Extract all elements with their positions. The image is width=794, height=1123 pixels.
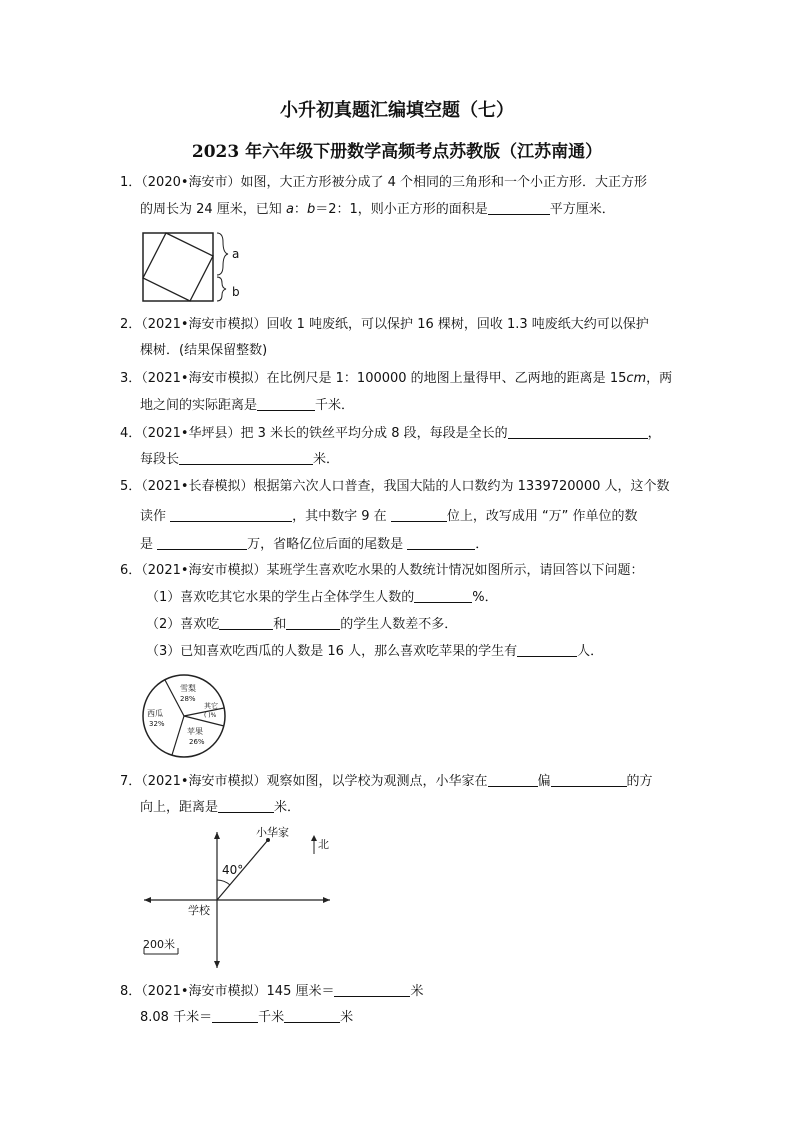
answer-blank[interactable]: [212, 1008, 258, 1023]
q6-text: 的学生人数差不多．: [340, 617, 458, 632]
answer-blank[interactable]: [488, 772, 538, 787]
q8-line2: [140, 1008, 700, 1027]
answer-blank[interactable]: [414, 588, 472, 603]
q8-text: 8．（2021•海安市模拟）145 厘米＝: [120, 984, 335, 999]
school-label: 学校: [188, 904, 210, 917]
q8-unit: 千米: [258, 1010, 285, 1025]
q2-text: 2．（2021•海安市模拟）回收 1 吨废纸，可以保护 16 棵树，回收 1.3 吨废纸大约可以保护: [120, 317, 649, 332]
pie-label-pingguo: 苹果: [187, 727, 203, 736]
q6-sub2: [146, 615, 706, 634]
q3-unit-cm: cm: [626, 371, 647, 386]
q5-text: 是: [140, 537, 158, 552]
scale-label: 200米: [143, 938, 175, 951]
q1-var-a: a: [285, 202, 294, 217]
q6-pie-chart: [140, 672, 230, 762]
q3-text: 3．（2021•海安市模拟）在比例尺是 1：100000 的地图上量得甲、乙两地的距离是 15: [120, 371, 627, 386]
q6-text: （1）喜欢吃其它水果的学生占全体学生人数的: [146, 590, 415, 605]
brace-a: [217, 233, 228, 275]
q1-square-figure: [140, 230, 250, 305]
q5-text: ，其中数字 9 在: [292, 509, 391, 524]
answer-blank[interactable]: [179, 450, 313, 465]
pie-label-xigua: 西瓜: [147, 709, 163, 718]
main-title: 小升初真题汇编填空题（七）: [280, 100, 514, 121]
answer-blank[interactable]: [257, 396, 315, 411]
q2-line1: [120, 316, 680, 334]
q4-line1: [120, 424, 680, 443]
home-label: 小华家: [256, 826, 289, 839]
q1-line1: [120, 174, 680, 192]
answer-blank[interactable]: [551, 772, 627, 787]
q8-line1: [120, 982, 680, 1001]
arrow-west: [144, 897, 151, 903]
q3-unit: 千米．: [315, 398, 355, 413]
q7-text: 向上，距离是: [140, 800, 219, 815]
arrow-south: [214, 961, 220, 968]
q3-text: ，两: [646, 371, 673, 386]
q1-unit: 平方厘米．: [549, 202, 615, 217]
answer-blank[interactable]: [517, 642, 577, 657]
q7-unit: 米．: [274, 800, 301, 815]
q4-text: 每段长: [140, 452, 180, 467]
q4-unit: 米．: [313, 452, 340, 467]
q5-text: 5．（2021•长春模拟）根据第六次人口普查，我国大陆的人口数约为 1339720000 人，这个数: [120, 479, 670, 494]
q6-sub3: [146, 642, 706, 661]
pie-value-pingguo: 26%: [189, 738, 205, 746]
q3-line2: [140, 396, 700, 415]
q1-text: 1．（2020•海安市）如图，大正方形被分成了 4 个相同的三角形和一个小正方形．大正方形: [120, 175, 648, 190]
angle-label: 40°: [222, 863, 244, 877]
label-b: b: [232, 285, 240, 299]
q2-line2: [140, 342, 700, 360]
q6-text: 和: [273, 617, 287, 632]
answer-blank[interactable]: [407, 535, 475, 550]
q7-line2: [140, 798, 700, 817]
q1-text: ＝2：1，则小正方形的面积是: [315, 202, 488, 217]
q6-text: 人．: [577, 644, 604, 659]
pie-value-qita: ( )%: [204, 712, 217, 719]
q5-line1: [120, 478, 680, 496]
q5-text: ．: [475, 537, 489, 552]
brace-b: [217, 277, 226, 301]
north-label: 北: [318, 838, 329, 851]
pie-divider: [172, 716, 184, 755]
pie-value-xigua: 32%: [149, 720, 165, 728]
answer-blank[interactable]: [391, 507, 447, 522]
answer-blank[interactable]: [508, 424, 648, 439]
q6-line1: [120, 562, 680, 580]
arrow-north: [214, 832, 220, 839]
label-a: a: [232, 247, 240, 261]
q7-text: 的方: [626, 774, 653, 789]
q4-line2: [140, 450, 700, 469]
q4-text: ，: [647, 426, 661, 441]
q8-text: 8.08 千米＝: [140, 1010, 213, 1025]
q1-text: 的周长为 24 厘米，已知: [140, 202, 286, 217]
q1-colon: ：: [293, 202, 307, 217]
q8-unit: 米: [340, 1010, 354, 1025]
q7-direction-map: [140, 824, 336, 970]
q7-text: 偏: [537, 774, 551, 789]
q7-line1: [120, 772, 680, 791]
q3-line1: [120, 370, 680, 388]
north-arrow-icon: [311, 835, 317, 841]
sub-title: 2023 年六年级下册数学高频考点苏教版（江苏南通）: [191, 142, 603, 162]
answer-blank[interactable]: [157, 535, 247, 550]
pie-label-xueli: 雪梨: [180, 684, 196, 693]
q6-sub1: [146, 588, 706, 607]
arrow-east: [323, 897, 330, 903]
q5-line2: [140, 507, 700, 526]
q6-text: （3）已知喜欢吃西瓜的人数是 16 人，那么喜欢吃苹果的学生有: [146, 644, 518, 659]
q8-unit: 米: [410, 984, 424, 999]
answer-blank[interactable]: [170, 507, 292, 522]
answer-blank[interactable]: [488, 200, 550, 215]
q1-line2: [140, 200, 700, 219]
q5-text: 万，省略亿位后面的尾数是: [247, 537, 408, 552]
q7-text: 7．（2021•海安市模拟）观察如图，以学校为观测点，小华家在: [120, 774, 488, 789]
answer-blank[interactable]: [286, 615, 340, 630]
angle-arc: [217, 880, 230, 885]
q1-var-b: b: [306, 202, 316, 217]
answer-blank[interactable]: [218, 798, 274, 813]
q5-line3: [140, 535, 700, 554]
answer-blank[interactable]: [284, 1008, 340, 1023]
answer-blank[interactable]: [334, 982, 410, 997]
q3-text: 地之间的实际距离是: [140, 398, 258, 413]
q6-text: （2）喜欢吃: [146, 617, 220, 632]
q2-text: 棵树．(结果保留整数): [140, 343, 268, 358]
q6-text: 6．（2021•海安市模拟）某班学生喜欢吃水果的人数统计情况如图所示，请回答以下问题：: [120, 563, 644, 578]
pie-label-qita: 其它: [204, 702, 218, 710]
pie-value-xueli: 28%: [180, 695, 196, 703]
q5-text: 位上，改写成用 “万” 作单位的数: [446, 509, 638, 524]
q5-text: 读作: [140, 509, 171, 524]
q6-text: %．: [472, 590, 498, 605]
q4-text: 4．（2021•华坪县）把 3 米长的铁丝平均分成 8 段，每段是全长的: [120, 426, 508, 441]
answer-blank[interactable]: [219, 615, 273, 630]
